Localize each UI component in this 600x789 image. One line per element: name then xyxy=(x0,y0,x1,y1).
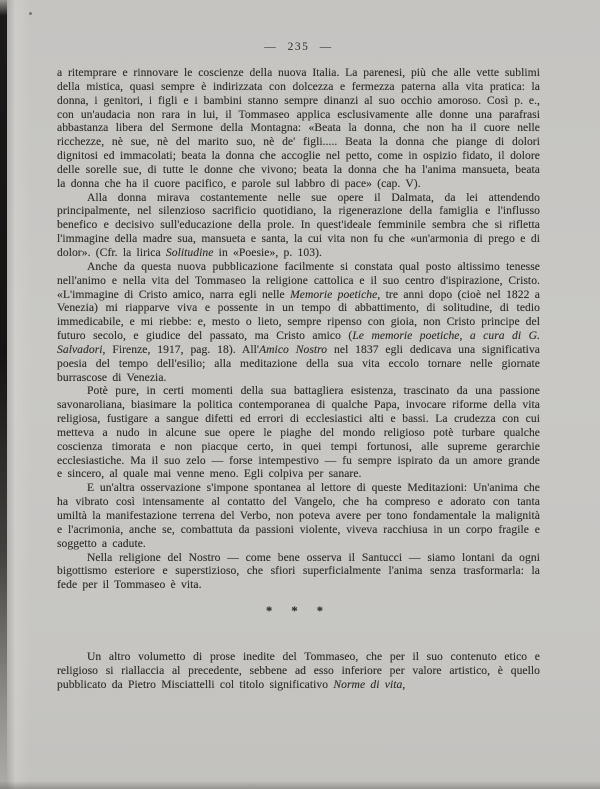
text-segment: E un'altra osservazione s'impone spontanea al lettore di queste Meditazioni: Un'anima che ha vibrato così intensamente al contatto del Vangelo, che ha compreso e adorato con tanta umiltà la manifestazione terrena del Verbo, non poteva avere per tono fondamentale la malignità e l'acrimonia, anche se, combattuta da passioni violente, viveva racchiusa in un corpo fragile e soggetto a cadute. xyxy=(57,481,540,550)
paper-speck xyxy=(29,12,32,15)
section-separator-asterisks: * * * xyxy=(266,604,331,619)
text-segment: Un altro volumetto di prose inedite del Tommaseo, che per il suo contenuto etico e religioso si riallaccia al precedente, sebbene ad esso inferiore per valore artistico, è quello pubblicato da Pietro Misciattelli col titolo significativo xyxy=(57,649,540,691)
page-bottom-shadow xyxy=(0,781,600,789)
text-segment: a ritemprare e rinnovare le coscienze della nuova Italia. La parenesi, più che alle vette sublimi della mistica, quasi sempre è indirizzata con dolcezza e fermezza paterna alla vita pratica: la donna, i genitori, i figli e i bambini stanno sempre dinanzi al suo occhio amoroso. Così p. e., con un'audacia non rara in lui, il Tommaseo applica esclusivamente alle donne una parafrasi abbastanza libera del Sermone della Montagna: «Beata la donna, che non ha il cuore nelle ricchezze, nè sue, nè del marito suo, nè de' figli..... Beata la donna che piange di dolori dignitosi ed immacolati; beata la donna che accoglie nel petto, come in ospizio fidato, il dolore delle sorelle sue, di tutte le donne che vivono; beata la donna che ha l'anima mansueta, beata la donna che ha il cuore pacifico, e parole sul labbro di pace» (cap. V). xyxy=(57,66,540,190)
text-segment: , tre anni dopo (cioè nel 1822 a Venezia) mi riapparve viva e possente in un tempo di abbattimento, di solitudine, di tedio immedicabile, e mi riebbe: e, mesto o lieto, sempre ripenso con gioia, non Cristo principe del futuro secolo, e giudice del passato, ma Cristo amico ( xyxy=(57,287,541,343)
text-segment: Potè pure, in certi momenti della sua battagliera esistenza, trascinato da una passione savonaroliana, biasimare la politica contemporanea di qualche Papa, invocare riforme della vita religiosa, fustigare a sangue difetti ed errori di ecclesiastici alti e bassi. La crudezza con cui metteva a nudo in alcune sue opere le piaghe del mondo religioso potè turbare qualche coscienza timorata e non piacque certo, in quei tempi fortunosi, alle supreme gerarchie ecclesiastiche. Ma il suo zelo — forse intempestivo — fu sempre ispirato da un amore grande e sincero, al quale mai venne meno. Egli colpiva per sanare. xyxy=(57,384,540,481)
italic-text-segment: Solitudine xyxy=(165,245,214,259)
italic-text-segment: Le memorie poetiche, a cura di G. Salvadori xyxy=(57,329,540,356)
text-segment: nel 1837 egli dedicava una significativa poesia del tempo dell'esilio; alla meditazione della sua vita eccolo tornare nelle giornate burrascose di Venezia. xyxy=(57,342,540,384)
paragraph xyxy=(57,650,540,692)
body-text-block xyxy=(57,66,540,592)
page-gutter-highlight xyxy=(7,0,31,789)
paragraph xyxy=(57,384,540,481)
paragraph xyxy=(57,260,540,385)
scanner-edge-shadow xyxy=(0,0,7,789)
italic-text-segment: Memorie poetiche xyxy=(290,287,378,301)
italic-text-segment: Amico Nostro xyxy=(259,342,328,356)
paragraph xyxy=(57,481,540,550)
footer-text-block xyxy=(57,650,540,692)
paragraph xyxy=(57,191,540,260)
text-segment: , xyxy=(402,677,406,691)
paragraph xyxy=(57,66,540,191)
text-segment: Anche da questa nuova pubblicazione facilmente si constata qual posto altissimo tenesse nell'animo e nella vita del Tommaseo la religione cattolica e il suo centro d'ispirazione, Cristo. «L'immagine di Cristo amico, narra egli nelle xyxy=(57,259,540,301)
italic-text-segment: Norme di vita xyxy=(333,677,403,691)
page-number: — 235 — xyxy=(264,41,333,53)
text-segment: Alla donna mirava costantemente nelle sue opere il Dalmata, da lei attendendo principalmente, nel silenzioso sacrificio quotidiano, la rigenerazione della famiglia e l'influsso benefico e decisivo sull'educazione della prole. In quest'ideale femminile sembra che si rifletta l'immagine della madre sua, mansueta e santa, la cui vita non fu che «un'armonia di prego e di dolor». (Cfr. la lirica xyxy=(57,190,540,259)
text-column xyxy=(57,66,540,691)
text-segment: in «Poesie», p. 103). xyxy=(213,245,322,259)
text-segment: Nella religione del Nostro — come bene osserva il Santucci — siamo lontani da ogni bigottismo esteriore e superstizioso, che sfiori superficialmente l'anima senza trasformarla: la fede per il Tommaseo è vita. xyxy=(57,550,540,592)
text-segment: , Firenze, 1917, pag. 18). All' xyxy=(102,342,259,356)
paragraph xyxy=(57,551,540,593)
